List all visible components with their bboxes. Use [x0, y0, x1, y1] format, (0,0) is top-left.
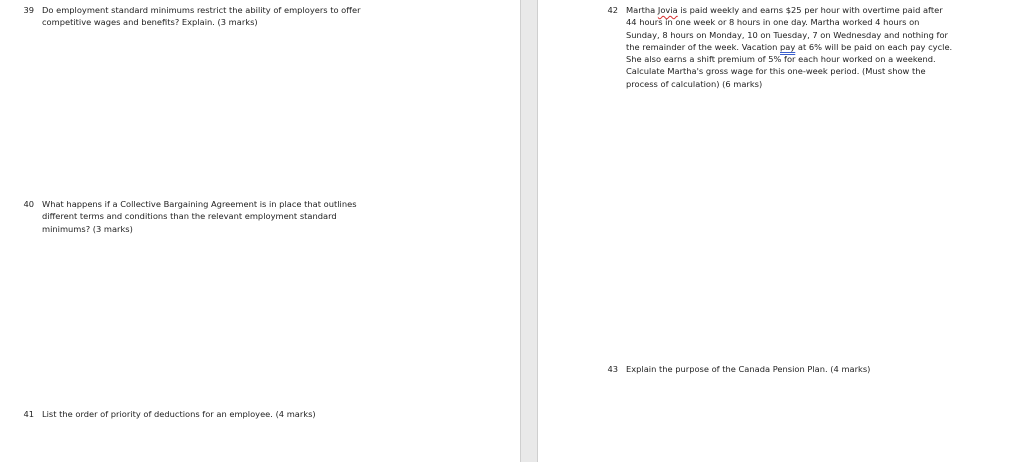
page-gutter	[520, 0, 538, 462]
question-number: 41	[23, 409, 34, 419]
question-text: What happens if a Collective Bargaining Agreement is in place that outlines different terms and conditions than the relevant employment standard minimums? (3 marks)	[42, 199, 357, 234]
question-41	[14, 408, 414, 420]
question-number: 42	[607, 5, 618, 15]
question-42	[598, 4, 954, 90]
question-number: 40	[23, 199, 34, 209]
misspelled-name[interactable]: Jovia	[657, 5, 678, 15]
right-page	[538, 0, 1031, 462]
question-40	[14, 198, 366, 235]
question-text: Explain the purpose of the Canada Pension Plan. (4 marks)	[626, 364, 871, 374]
question-text: List the order of priority of deductions for an employee. (4 marks)	[42, 409, 316, 419]
grammar-flag[interactable]: pay	[780, 41, 796, 52]
question-number: 39	[23, 5, 34, 15]
question-43	[598, 363, 998, 375]
question-number: 43	[607, 364, 618, 374]
question-text: Martha Jovia is paid weekly and earns $25 per hour with overtime paid after 44 hours in one week or 8 hours in one day. Martha worked 4 hours on Sunday, 8 hours on Monday, 10 on Tuesday, 7 on Wednesday and nothing for the remainder of the week. Vacation pay at 6% will be paid on each pay cycle. She also earns a shift premium of 5% for each hour worked on a weekend. Calculate Martha's gross wage for this one-week period. (Must show the process of calculation) (6 marks)	[626, 5, 953, 89]
question-text: Do employment standard minimums restrict the ability of employers to offer competitive wages and benefits? Explain. (3 marks)	[42, 5, 361, 28]
question-39	[14, 4, 374, 29]
